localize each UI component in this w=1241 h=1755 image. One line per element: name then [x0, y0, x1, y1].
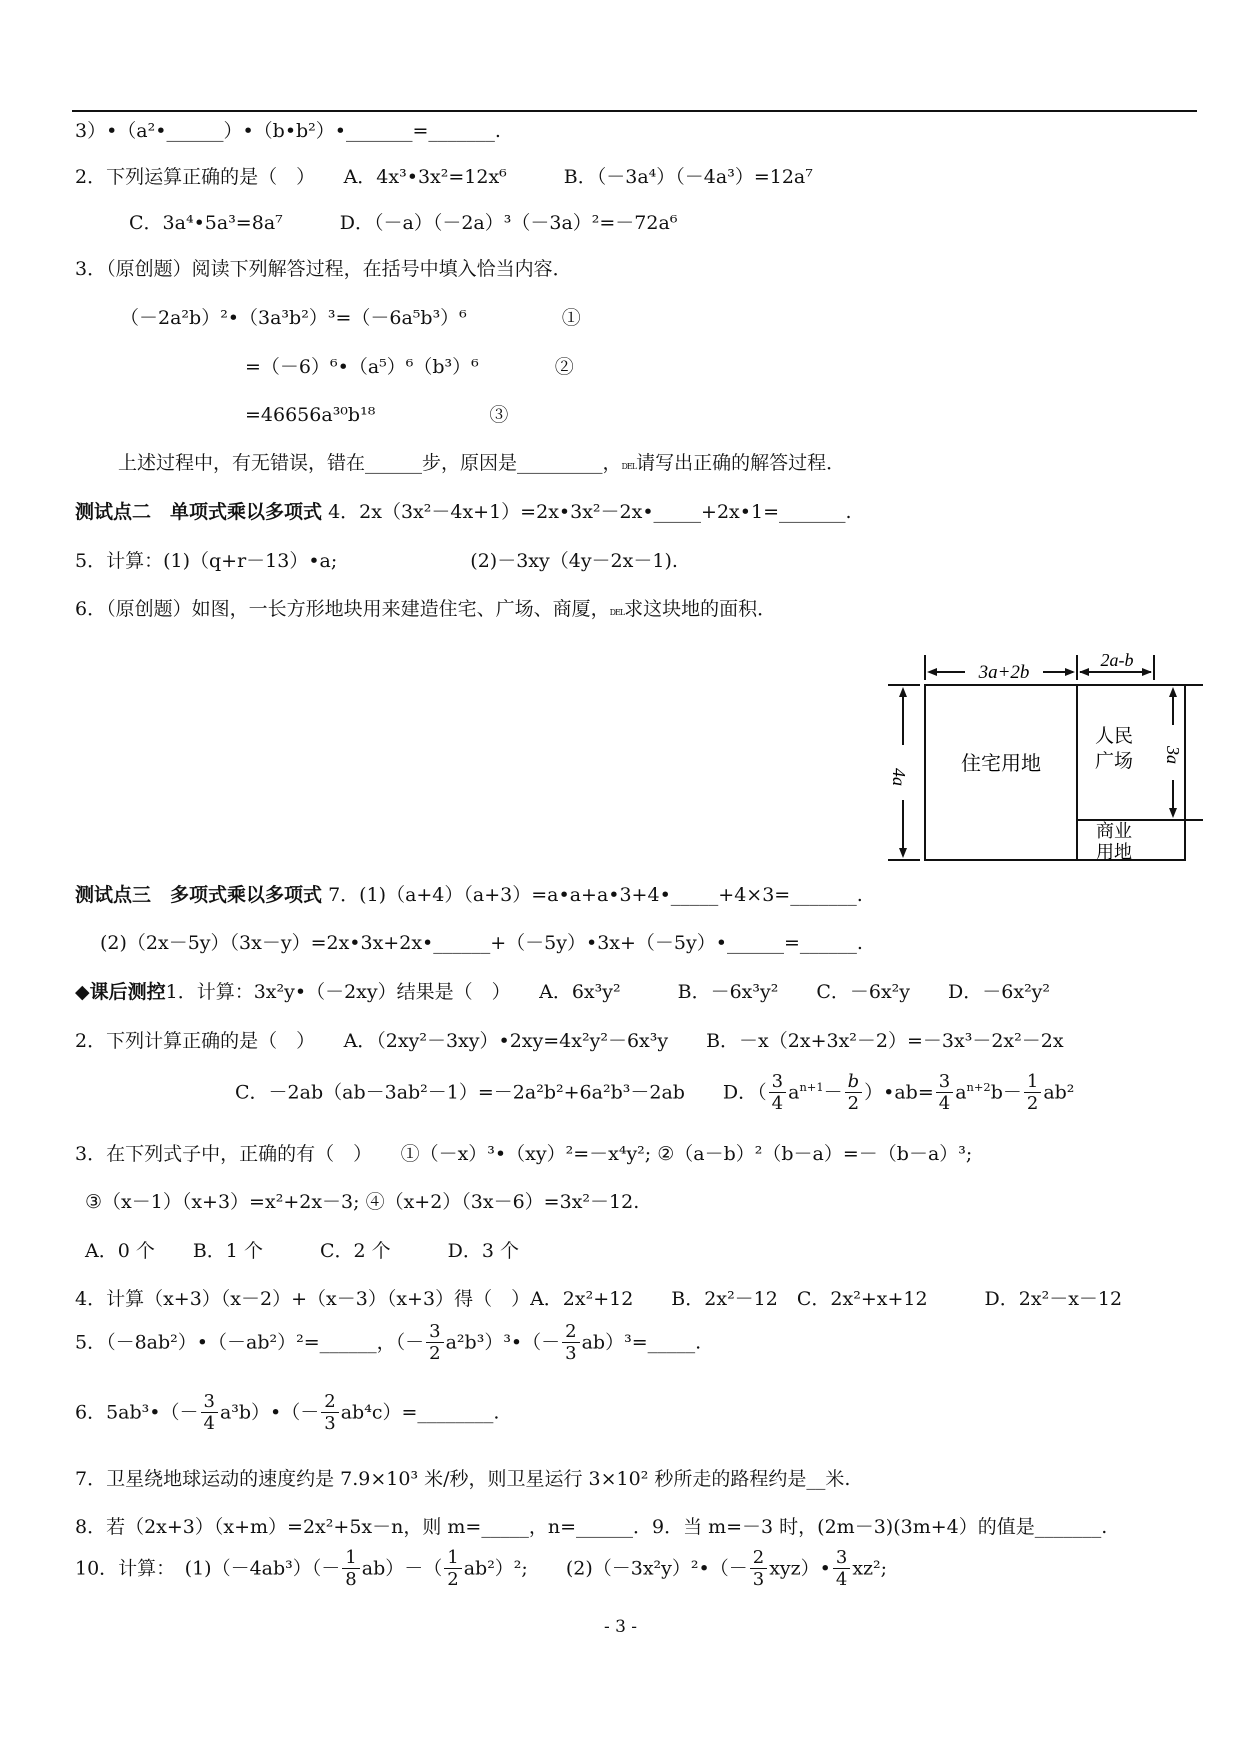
followup-q3: 3．在下列式子中，正确的有（ ） ①（－x）³•（xy）²=－x⁴y²; ②（a－b）²（b－a）=－（b－a）³;: [75, 1143, 973, 1165]
followup-q1: [75, 979, 1050, 1005]
followup-q2-cd: C．－2ab（ab－3ab²－1）=－2a²b²+6a²b³－2ab D．（ $\frac{3}{4}$ $a^{n+1}-$ $\frac{b}{2}$ ）•ab= $\frac{3}{4}$ $a^{n+2}b-$ $\frac{1}{2}$ ab²: [235, 1071, 1075, 1114]
step-3: =46656a³⁰b¹⁸ ③: [245, 404, 509, 426]
question-6: [75, 596, 776, 626]
section-heading-2: 测试点二 单项式乘以多项式: [75, 501, 323, 523]
step-1: （－2a²b）²•（3a³b²）³=（－6a⁵b³）⁶ ①: [120, 307, 581, 329]
fraction: $\frac{b}{2}$: [845, 1072, 863, 1115]
question-7: [75, 882, 863, 908]
del-mark: DEL: [621, 462, 637, 471]
zone-plaza-2: 广场: [1094, 750, 1134, 772]
fraction: $\frac{1}{2}$: [1024, 1072, 1041, 1115]
followup-q2: 2．下列计算正确的是（ ） A．（2xy²－3xy）•2xy=4x²y²－6x³y B．－x（2x+3x²－2）=－3x³－2x²－2x: [75, 1030, 1064, 1052]
followup-q1-text: 1．计算：3x²y•（－2xy）结果是（ ） A．6x³y² B．－6x³y² C．－6x²y D．－6x²y²: [165, 981, 1051, 1003]
label-3a: 3a: [1163, 746, 1183, 764]
question-5: 5．计算：(1)（q+r－13）•a; (2)－3xy（4y－2x－1).: [75, 550, 678, 572]
question-3-tail: [118, 450, 845, 480]
label-4a: 4a: [889, 768, 909, 786]
zone-plaza-1: 人民: [1094, 725, 1134, 747]
question-3-text-2: 请写出正确的解答过程．: [636, 452, 846, 474]
fraction: $\frac{3}{4}$: [936, 1072, 953, 1115]
step-2: =（－6）⁶•（a⁵）⁶（b³）⁶ ②: [245, 356, 574, 378]
zone-commercial-2: 用地: [1096, 842, 1132, 863]
label-2a-b: 2a-b: [1100, 650, 1134, 670]
followup-q3-cont: ③（x－1）（x+3）=x²+2x－3; ④（x+2）（3x－6）=3x²－12.: [85, 1191, 640, 1213]
question-7-text: 7．(1)（a+4）（a+3）=a•a+a•3+4•_____+4×3=_______.: [328, 884, 863, 906]
question-6-text: 6．（原创题）如图，一长方形地块用来建造住宅、广场、商厦，: [75, 598, 610, 620]
followup-q10: 10．计算： (1)（－4ab³）（－ $\frac{1}{8}$ ab）－（ $\frac{1}{2}$ ab²）²; (2)（－3x²y）²•（－ $\frac{2}{3}$ xyz）• $\frac{3}{4}$ xz²;: [75, 1547, 888, 1590]
fraction: $\frac{1}{8}$: [342, 1548, 359, 1591]
followup-q3-options: A．0 个 B．1 个 C．2 个 D．3 个: [85, 1240, 519, 1262]
fraction: $\frac{2}{3}$: [562, 1322, 579, 1365]
fraction: $\frac{3}{4}$: [201, 1392, 218, 1435]
zone-commercial-1: 商业: [1096, 821, 1132, 842]
page-number: - 3 -: [603, 1617, 638, 1637]
followup-q7: 7．卫星绕地球运动的速度约是 7.9×10³ 米/秒，则卫星运行 3×10² 秒所走的路程约是__米.: [75, 1468, 851, 1490]
label-3a-2b: 3a+2b: [978, 662, 1030, 683]
question-4: [75, 499, 852, 525]
followup-q4: 4．计算（x+3）（x－2）+（x－3）（x+3）得（ ）A．2x²+12 B．2x²－12 C．2x²+x+12 D．2x²－x－12: [75, 1288, 1123, 1310]
option-c-text: C．－2ab（ab－3ab²－1）=－2a²b²+6a²b³－2ab D．（: [235, 1081, 767, 1104]
fraction: $\frac{3}{2}$: [426, 1322, 443, 1365]
fraction: $\frac{1}{2}$: [444, 1548, 461, 1591]
question-3: 3．（原创题）阅读下列解答过程，在括号中填入恰当内容．: [75, 258, 572, 280]
section-heading-3: 测试点三 多项式乘以多项式: [75, 884, 323, 906]
question-2: 2．下列运算正确的是（ ） A．4x³•3x²=12x⁶ B．（－3a⁴）（－4a³）=12a⁷: [75, 166, 813, 188]
del-mark: DEL: [609, 608, 625, 617]
fraction: $\frac{3}{4}$: [769, 1072, 786, 1115]
fraction: $\frac{2}{3}$: [750, 1548, 767, 1591]
land-plot-figure: [885, 650, 1205, 880]
followup-q5: 5．（－8ab²）•（－ab²）²=______，（－ $\frac{3}{2}$ a²b³）³•（－ $\frac{2}{3}$ ab）³=_____.: [75, 1321, 702, 1364]
question-6-text-2: 求这块地的面积．: [624, 598, 777, 620]
zone-residential: 住宅用地: [961, 751, 1041, 775]
followup-q6: 6．5ab³•（－ $\frac{3}{4}$ a³b）•（－ $\frac{2}{3}$ ab⁴c）=________.: [75, 1391, 500, 1434]
section-heading-after-class: ◆课后测控: [75, 981, 166, 1003]
question-2-cd: C．3a⁴•5a³=8a⁷ D．（－a）（－2a）³（－3a）²=－72a⁶: [110, 212, 678, 234]
fraction: $\frac{3}{4}$: [833, 1548, 850, 1591]
line: 3）•（a²•______）•（b•b²）•_______=_______.: [75, 120, 501, 142]
question-7-2: (2)（2x－5y）（3x－y）=2x•3x+2x•______+（－5y）•3x+（－5y）•______=______.: [100, 932, 863, 954]
question-3-text: 上述过程中，有无错误，错在______步，原因是_________，: [118, 452, 622, 474]
question-4-text: 4．2x（3x²－4x+1）=2x•3x²－2x•_____+2x•1=_______.: [328, 501, 852, 523]
followup-q8-q9: 8．若（2x+3）（x+m）=2x²+5x－n，则 m=_____，n=______．9．当 m=－3 时，(2m－3)(3m+4）的值是_______.: [75, 1516, 1108, 1538]
fraction: $\frac{2}{3}$: [321, 1392, 338, 1435]
header-rule: [72, 110, 1197, 112]
